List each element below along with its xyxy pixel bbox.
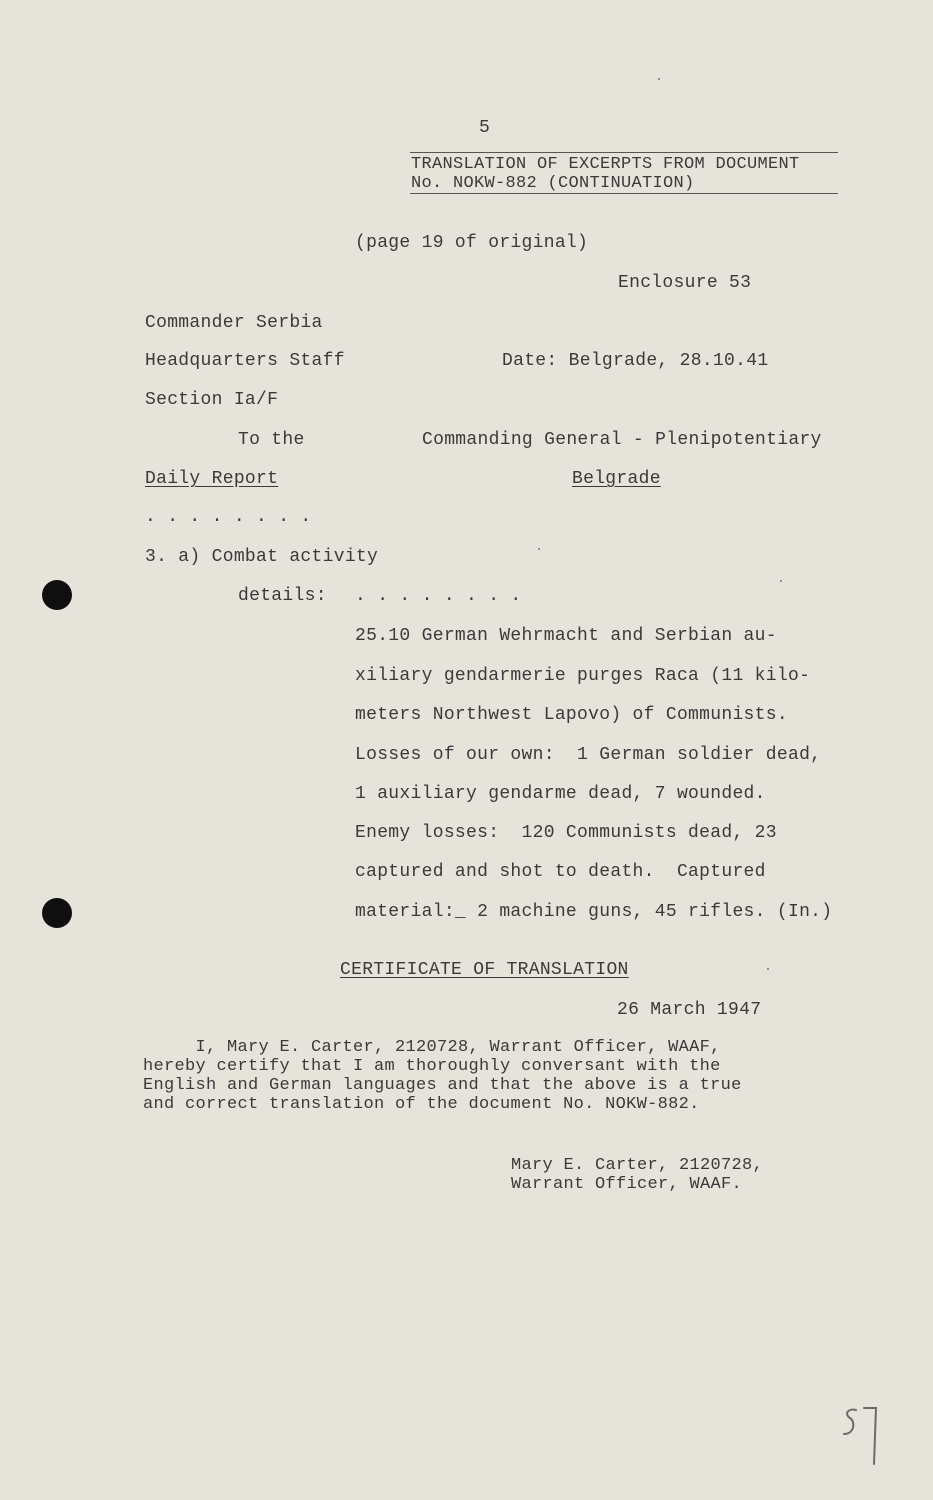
report-line: meters Northwest Lapovo) of Communists.: [355, 705, 788, 725]
date-line: Date: Belgrade, 28.10.41: [502, 351, 769, 371]
certificate-date: 26 March 1947: [617, 1000, 762, 1020]
report-line: captured and shot to death. Captured: [355, 862, 766, 882]
page-reference: (page 19 of original): [355, 233, 589, 253]
signature-line: Mary E. Carter, 2120728,: [511, 1156, 764, 1175]
certificate-body-line: I, Mary E. Carter, 2120728, Warrant Officer, WAAF,: [143, 1038, 721, 1057]
certificate-body-line: and correct translation of the document No. NOKW-882.: [143, 1095, 700, 1114]
sender-line-2: Headquarters Staff: [145, 351, 345, 371]
paper-speck: [538, 548, 540, 550]
report-line: Enemy losses: 120 Communists dead, 23: [355, 823, 777, 843]
report-line: 25.10 German Wehrmacht and Serbian au-: [355, 626, 777, 646]
certificate-title: CERTIFICATE OF TRANSLATION: [340, 960, 629, 980]
ellipsis-dots: . . . . . . . .: [145, 507, 312, 527]
recipient-title: Commanding General - Plenipotentiary: [422, 430, 822, 450]
sender-line-3: Section Ia/F: [145, 390, 279, 410]
header-line-2: No. NOKW-882 (CONTINUATION): [411, 174, 695, 193]
recipient-place: Belgrade: [572, 469, 661, 489]
punch-hole: [42, 580, 72, 610]
report-line: material:_ 2 machine guns, 45 rifles. (In.): [355, 902, 833, 922]
details-dots: . . . . . . . .: [355, 586, 522, 606]
report-line: 1 auxiliary gendarme dead, 7 wounded.: [355, 784, 766, 804]
handwritten-page-mark: [838, 1404, 888, 1468]
daily-report-label: Daily Report: [145, 469, 279, 489]
header-rule: [410, 193, 838, 194]
signature-line: Warrant Officer, WAAF.: [511, 1175, 743, 1194]
details-label: details:: [238, 586, 327, 606]
report-line: Losses of our own: 1 German soldier dead,: [355, 745, 822, 765]
paper-speck: [780, 580, 782, 582]
report-line: xiliary gendarmerie purges Raca (11 kilo-: [355, 666, 811, 686]
enclosure-label: Enclosure 53: [618, 273, 752, 293]
header-line-1: TRANSLATION OF EXCERPTS FROM DOCUMENT: [411, 155, 800, 174]
paper-speck: [767, 968, 769, 970]
page-number: 5: [479, 118, 491, 138]
paper-speck: [658, 78, 660, 80]
section-heading: 3. a) Combat activity: [145, 547, 379, 567]
punch-hole: [42, 898, 72, 928]
header-rule: [410, 152, 838, 153]
certificate-body-line: hereby certify that I am thoroughly conversant with the: [143, 1057, 721, 1076]
to-label: To the: [238, 430, 305, 450]
certificate-body-line: English and German languages and that the above is a true: [143, 1076, 742, 1095]
sender-line-1: Commander Serbia: [145, 313, 323, 333]
